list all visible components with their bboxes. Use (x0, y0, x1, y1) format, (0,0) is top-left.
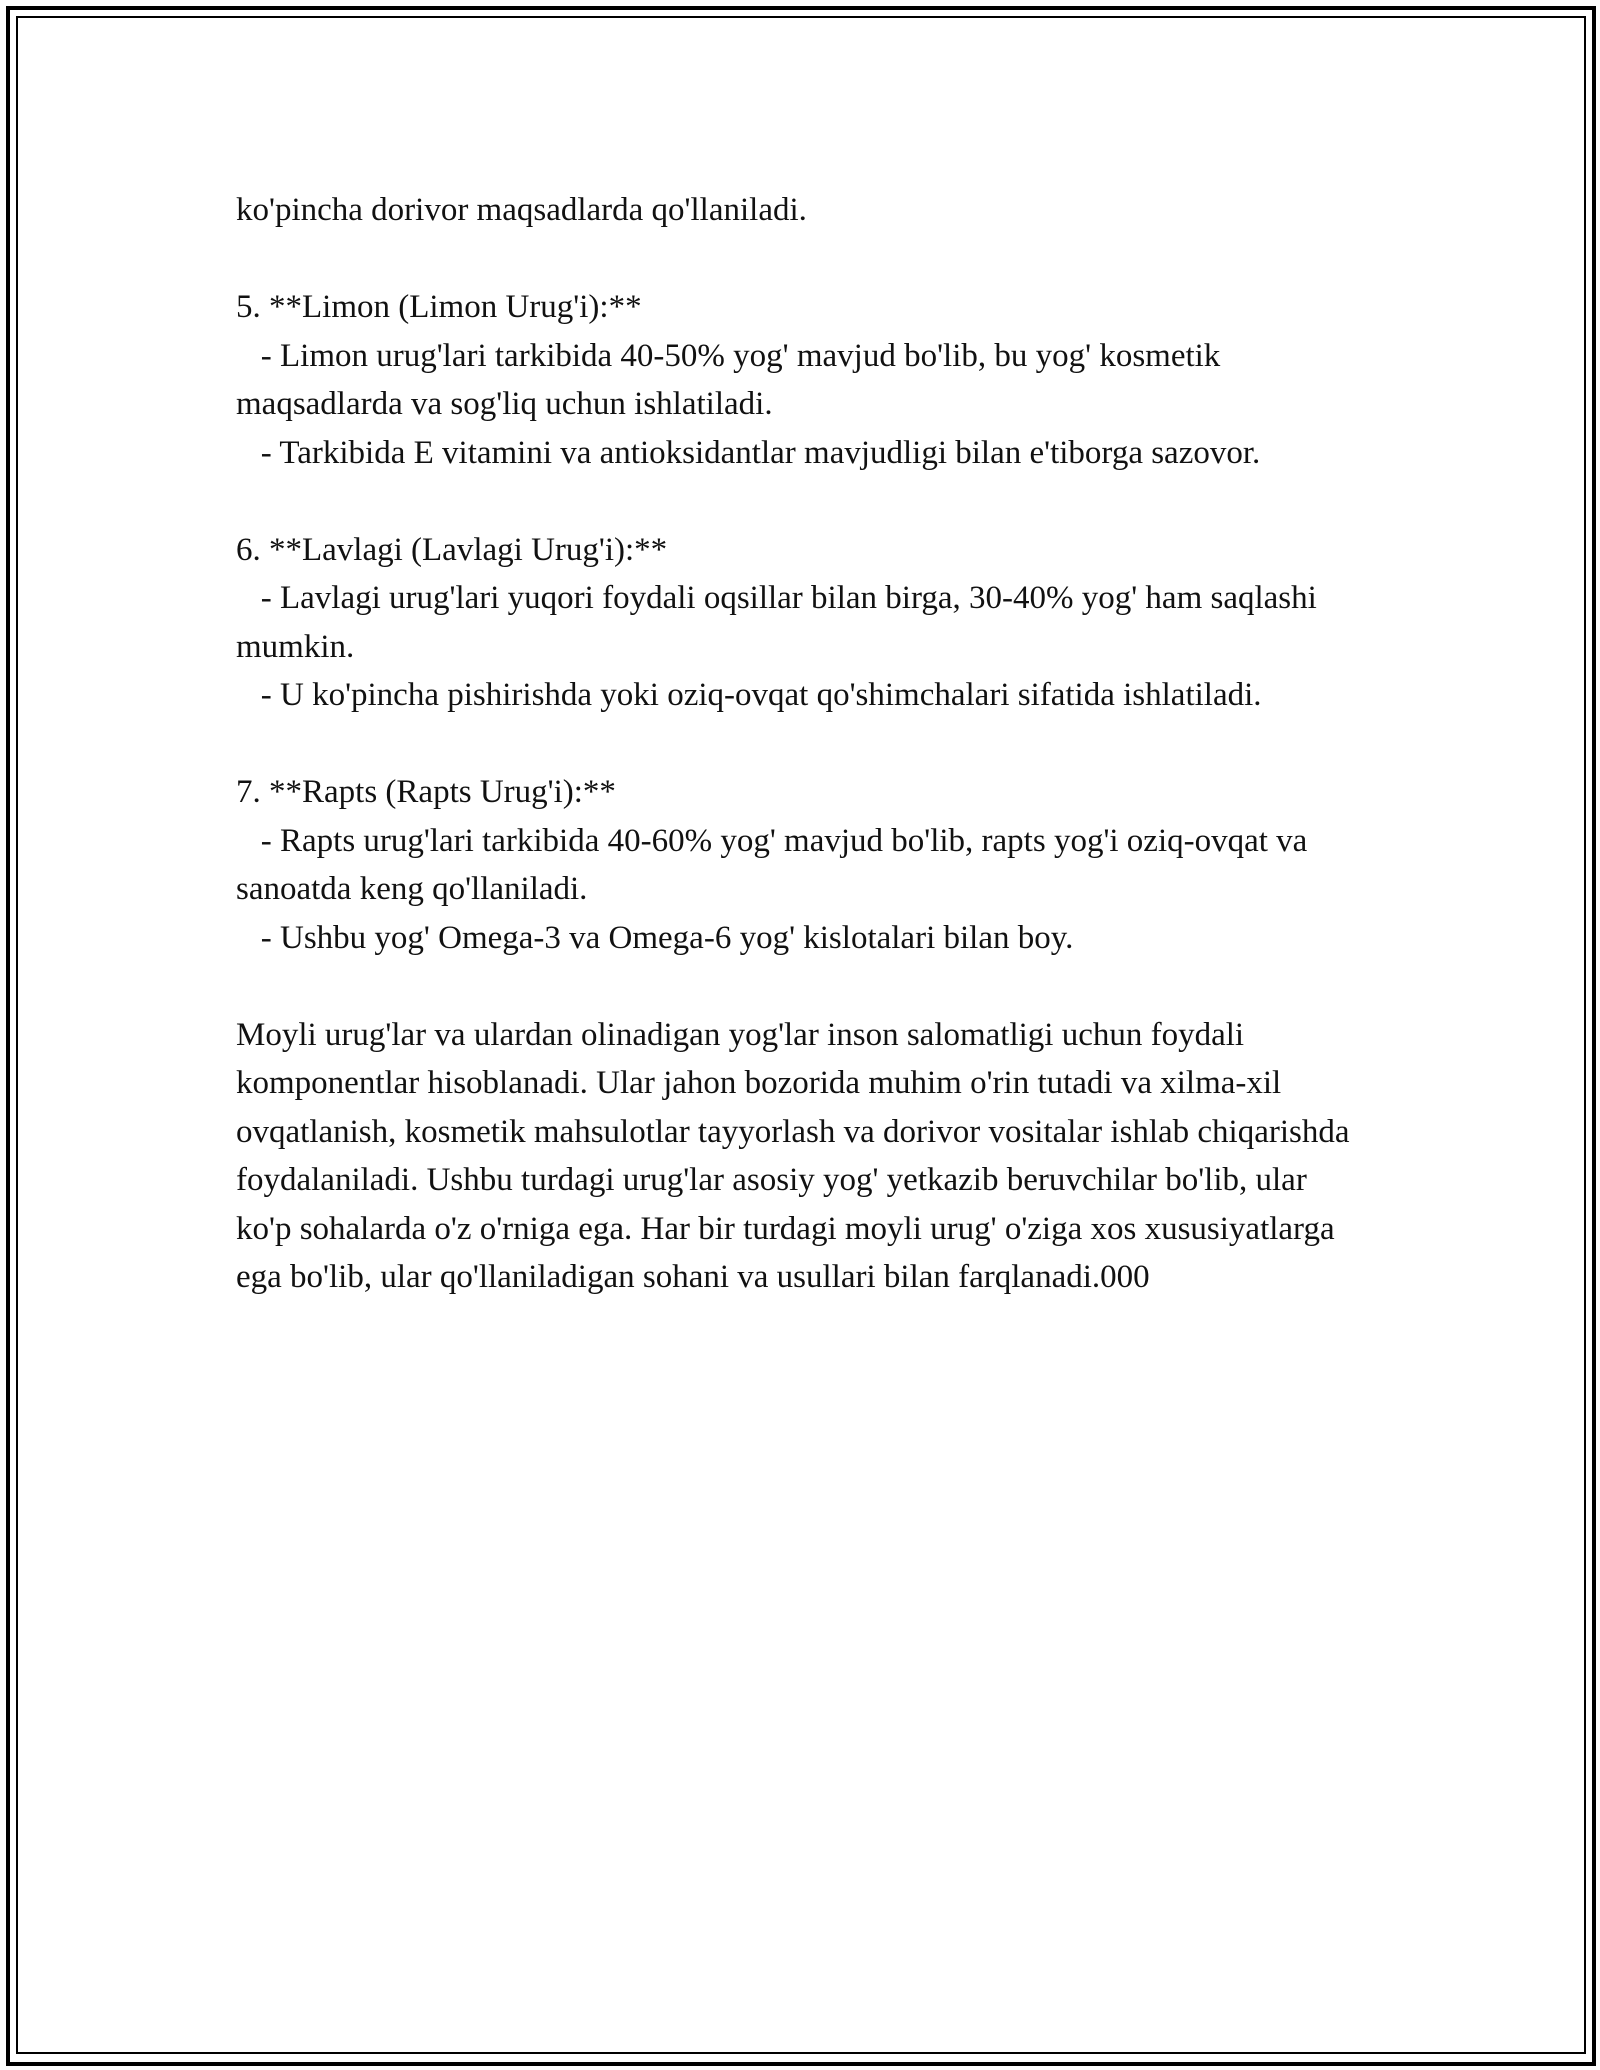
section-limon (236, 283, 1366, 477)
section-lavlagi (236, 526, 1366, 720)
paragraph-spacer (236, 477, 1366, 526)
section-bullet: - Ushbu yog' Omega-3 va Omega-6 yog' kislotalari bilan boy. (236, 919, 1074, 956)
paragraph-spacer (236, 962, 1366, 1011)
paragraph-spacer (236, 235, 1366, 284)
section-rapts (236, 768, 1366, 962)
document-body (236, 186, 1366, 1302)
section-bullet: - Rapts urug'lari tarkibida 40-60% yog' mavjud bo'lib, rapts yog'i oziq-ovqat va sanoatda keng qo'llaniladi. (236, 822, 1316, 907)
section-bullet: - U ko'pincha pishirishda yoki oziq-ovqat qo'shimchalari sifatida ishlatiladi. (236, 677, 1262, 713)
section-heading: 7. **Rapts (Rapts Urug'i):** (236, 774, 616, 810)
conclusion-paragraph: Moyli urug'lar va ulardan olinadigan yog'lar inson salomatligi uchun foydali komponentlar hisoblanadi. Ular jahon bozorida muhim o'rin tutadi va xilma-xil ovqatlanish, kosmetik mahsulotlar tayyorlash va dorivor vositalar ishlab chiqarishda foydalaniladi. Ushbu turdagi urug'lar asosiy yog' yetkazib beruvchilar bo'lib, ular ko'p sohalarda o'z o'rniga ega. Har bir turdagi moyli urug' o'ziga xos xususiyatlarga ega bo'lib, ular qo'llaniladigan sohani va usullari bilan farqlanadi.000 (236, 1016, 1350, 1295)
section-bullet: - Tarkibida E vitamini va antioksidantlar mavjudligi bilan e'tiborga sazovor. (236, 434, 1261, 471)
intro-line: ko'pincha dorivor maqsadlarda qo'llaniladi. (236, 192, 807, 228)
section-bullet: - Lavlagi urug'lari yuqori foydali oqsillar bilan birga, 30-40% yog' ham saqlashi mumkin. (236, 580, 1326, 665)
section-heading: 6. **Lavlagi (Lavlagi Urug'i):** (236, 531, 668, 568)
section-heading: 5. **Limon (Limon Urug'i):** (236, 289, 642, 325)
paragraph-spacer (236, 720, 1366, 769)
section-bullet: - Limon urug'lari tarkibida 40-50% yog' mavjud bo'lib, bu yog' kosmetik maqsadlarda va sog'liq uchun ishlatiladi. (236, 337, 1229, 422)
